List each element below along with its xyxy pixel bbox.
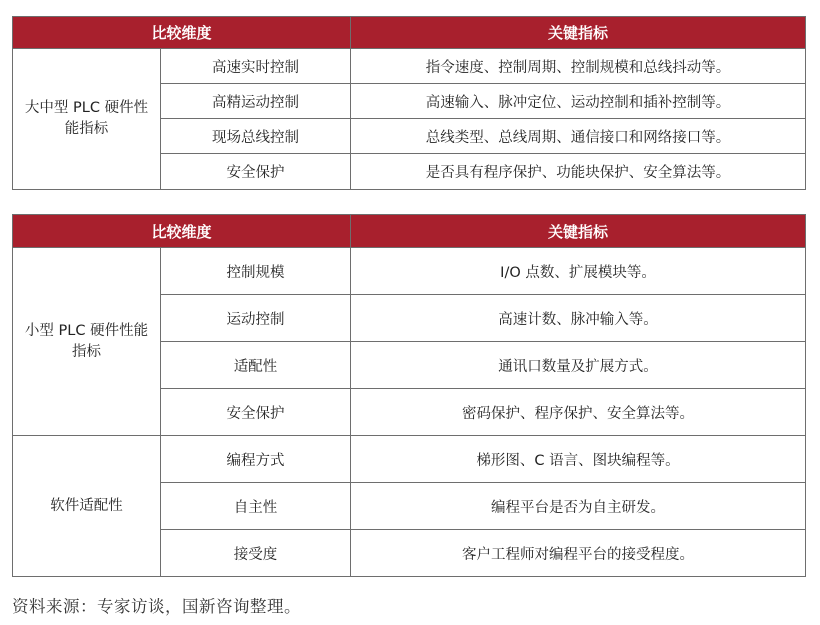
header-dimension: 比较维度 <box>13 17 351 49</box>
indicator-cell: 通讯口数量及扩展方式。 <box>351 342 806 389</box>
dimension-cell: 接受度 <box>161 530 351 577</box>
group-label: 软件适配性 <box>13 436 161 577</box>
table-header-row <box>13 215 806 248</box>
indicator-cell: 高速输入、脉冲定位、运动控制和插补控制等。 <box>351 84 806 119</box>
dimension-cell: 高精运动控制 <box>161 84 351 119</box>
dimension-cell: 编程方式 <box>161 436 351 483</box>
table-row <box>13 436 806 483</box>
dimension-cell: 高速实时控制 <box>161 49 351 84</box>
table-header-row <box>13 17 806 49</box>
indicator-cell: 梯形图、C 语言、图块编程等。 <box>351 436 806 483</box>
dimension-cell: 安全保护 <box>161 154 351 190</box>
dimension-cell: 自主性 <box>161 483 351 530</box>
table-row <box>13 248 806 295</box>
group-label: 小型 PLC 硬件性能指标 <box>13 248 161 436</box>
header-indicator: 关键指标 <box>351 17 806 49</box>
dimension-cell: 控制规模 <box>161 248 351 295</box>
small-plc-table <box>12 214 806 577</box>
indicator-cell: 密码保护、程序保护、安全算法等。 <box>351 389 806 436</box>
dimension-cell: 适配性 <box>161 342 351 389</box>
source-note: 资料来源：专家访谈，国新咨询整理。 <box>12 597 301 616</box>
header-indicator: 关键指标 <box>351 215 806 248</box>
dimension-cell: 运动控制 <box>161 295 351 342</box>
indicator-cell: 客户工程师对编程平台的接受程度。 <box>351 530 806 577</box>
indicator-cell: 指令速度、控制周期、控制规模和总线抖动等。 <box>351 49 806 84</box>
group-label: 大中型 PLC 硬件性能指标 <box>13 49 161 190</box>
indicator-cell: 高速计数、脉冲输入等。 <box>351 295 806 342</box>
header-dimension: 比较维度 <box>13 215 351 248</box>
indicator-cell: 总线类型、总线周期、通信接口和网络接口等。 <box>351 119 806 154</box>
indicator-cell: 编程平台是否为自主研发。 <box>351 483 806 530</box>
indicator-cell: 是否具有程序保护、功能块保护、安全算法等。 <box>351 154 806 190</box>
dimension-cell: 安全保护 <box>161 389 351 436</box>
large-plc-table <box>12 16 806 190</box>
dimension-cell: 现场总线控制 <box>161 119 351 154</box>
indicator-cell: I/O 点数、扩展模块等。 <box>351 248 806 295</box>
table-row <box>13 49 806 84</box>
